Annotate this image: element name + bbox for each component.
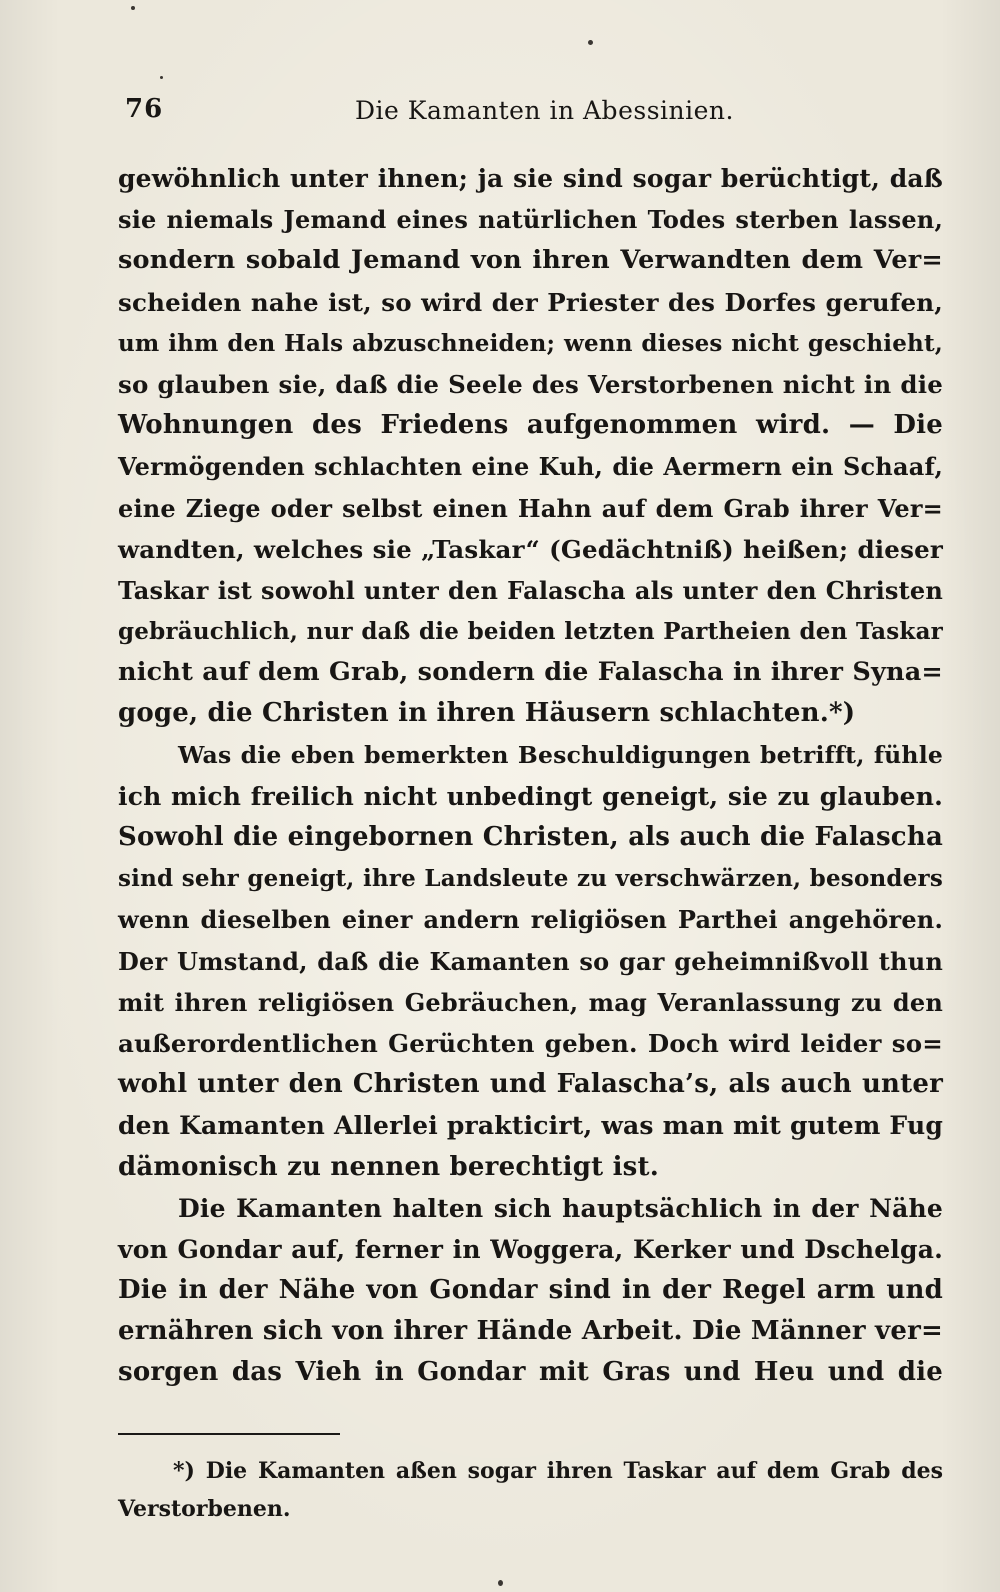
text-line: Taskar ist sowohl unter den Falascha als unter den Christen — [118, 575, 943, 605]
paper-speck — [588, 40, 593, 45]
text-line: ich mich freilich nicht unbedingt geneigt, sie zu glauben. — [118, 781, 943, 811]
text-line: eine Ziege oder selbst einen Hahn auf dem Grab ihrer Ver= — [118, 493, 943, 523]
text-line: sorgen das Vieh in Gondar mit Gras und Heu und die — [118, 1357, 943, 1388]
running-title: Die Kamanten in Abessinien. — [355, 96, 734, 125]
text-line: so glauben sie, daß die Seele des Verstorbenen nicht in die — [118, 369, 943, 399]
paper-speck — [160, 76, 163, 79]
footnote-line: Verstorbenen. — [118, 1496, 291, 1522]
text-line: wohl unter den Christen und Falascha’s, als auch unter — [118, 1069, 943, 1100]
text-line: gewöhnlich unter ihnen; ja sie sind sogar berüchtigt, daß — [118, 164, 943, 193]
text-line: außerordentlichen Gerüchten geben. Doch wird leider so= — [118, 1028, 943, 1058]
paper-speck — [498, 1580, 503, 1586]
text-line: sie niemals Jemand eines natürlichen Todes sterben lassen, — [118, 205, 943, 235]
text-line: Die in der Nähe von Gondar sind in der Regel arm und — [118, 1275, 943, 1306]
text-line: den Kamanten Allerlei prakticirt, was man mit gutem Fug — [118, 1111, 943, 1141]
text-line: Vermögenden schlachten eine Kuh, die Aermern ein Schaaf, — [118, 452, 943, 482]
text-line: um ihm den Hals abzuschneiden; wenn dieses nicht geschieht, — [118, 329, 943, 357]
footnote — [118, 1452, 943, 1528]
text-line: sind sehr geneigt, ihre Landsleute zu verschwärzen, besonders — [118, 865, 943, 893]
text-line: Wohnungen des Friedens aufgenommen wird. — Die — [118, 410, 943, 441]
text-line: Was die eben bemerkten Beschuldigungen betrifft, fühle — [178, 740, 943, 769]
page-header — [125, 94, 935, 134]
text-line: Sowohl die eingebornen Christen, als auch die Falascha — [118, 822, 943, 852]
text-line: gebräuchlich, nur daß die beiden letzten Partheien den Taskar — [118, 618, 943, 646]
text-line: wandten, welches sie „Taskar“ (Gedächtniß) heißen; dieser — [118, 534, 943, 564]
text-line: Die Kamanten halten sich hauptsächlich in der Nähe — [178, 1193, 943, 1223]
body-text — [118, 158, 943, 1394]
footnote-line: *) Die Kamanten aßen sogar ihren Taskar auf dem Grab des — [173, 1458, 943, 1484]
footnote-divider — [118, 1433, 340, 1435]
text-line: von Gondar auf, ferner in Woggera, Kerker und Dschelga. — [118, 1234, 943, 1264]
text-line: nicht auf dem Grab, sondern die Falascha in ihrer Syna= — [118, 657, 943, 688]
page-number: 76 — [125, 94, 164, 124]
text-line: sondern sobald Jemand von ihren Verwandten dem Ver= — [118, 245, 943, 276]
text-line: goge, die Christen in ihren Häusern schlachten.*) — [118, 698, 856, 729]
text-line: Der Umstand, daß die Kamanten so gar geheimnißvoll thun — [118, 946, 943, 976]
text-line: scheiden nahe ist, so wird der Priester des Dorfes gerufen, — [118, 287, 943, 317]
paper-speck — [131, 6, 135, 10]
text-line: ernähren sich von ihrer Hände Arbeit. Die Männer ver= — [118, 1316, 943, 1347]
text-line: dämonisch zu nennen berechtigt ist. — [118, 1151, 659, 1182]
text-line: wenn dieselben einer andern religiösen Parthei angehören. — [118, 905, 943, 935]
text-line: mit ihren religiösen Gebräuchen, mag Veranlassung zu den — [118, 987, 943, 1017]
